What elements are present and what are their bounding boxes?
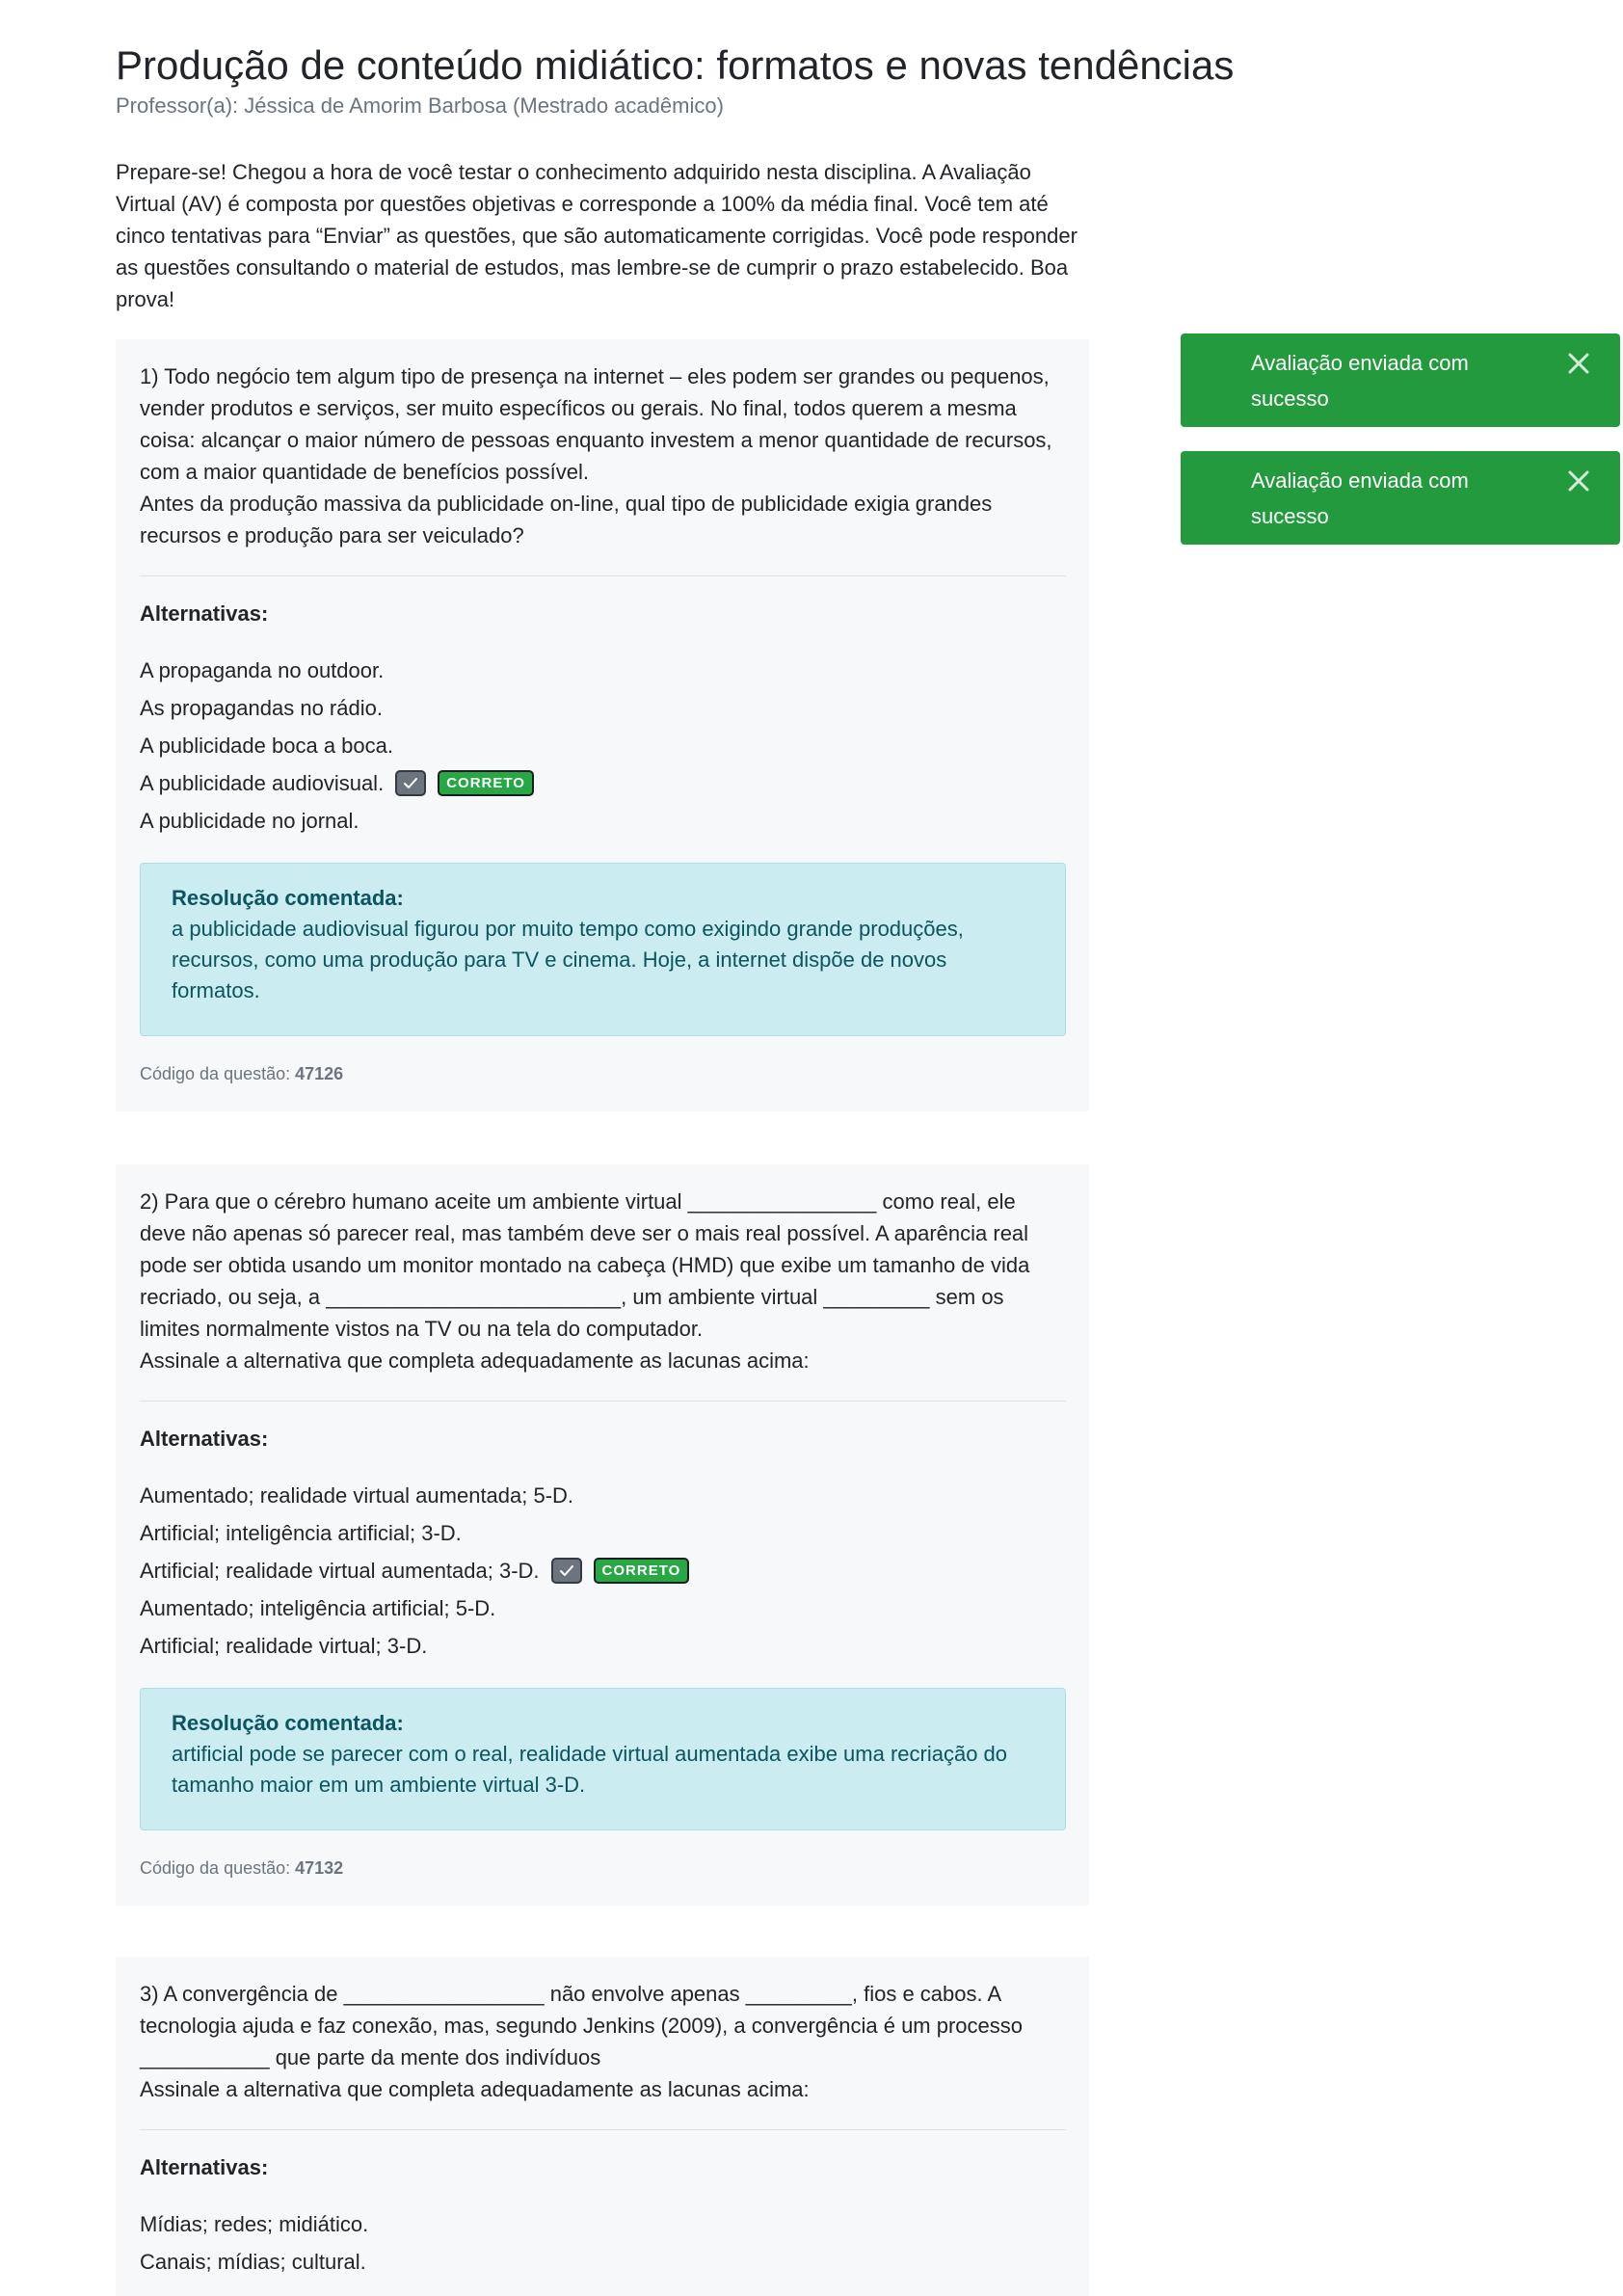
question-code-label: Código da questão: xyxy=(140,1858,291,1878)
alternative-option-selected[interactable] xyxy=(140,764,1066,802)
close-icon[interactable] xyxy=(1566,351,1591,376)
alternative-label: Aumentado; realidade virtual aumentada; 5-D. xyxy=(140,1483,574,1508)
resolution-box xyxy=(140,1688,1066,1830)
page-title: Produção de conteúdo midiático: formatos e novas tendências xyxy=(116,42,1235,88)
divider xyxy=(140,575,1066,576)
question-code xyxy=(140,1855,1066,1906)
correct-badge: CORRETO xyxy=(438,770,534,796)
alternative-label: A publicidade audiovisual. xyxy=(140,771,385,795)
resolution-text: artificial pode se parecer com o real, realidade virtual aumentada exibe uma recriação do tamanho maior em um ambiente virtual 3-D. xyxy=(172,1742,1008,1797)
alternative-label: A publicidade no jornal. xyxy=(140,809,359,833)
alternative-option[interactable] xyxy=(140,1589,1066,1627)
alternative-option[interactable] xyxy=(140,689,1066,727)
alternative-option[interactable] xyxy=(140,1627,1066,1665)
question-text: 1) Todo negócio tem algum tipo de presença na internet – eles podem ser grandes ou pequenos, vender produtos e serviços, ser muito específicos ou gerais. No final, todos querem a mesma coisa: alcançar o maior número de pessoas enquanto investem a menor quantidade de recursos, com a maior quantidade de benefícios possível. Antes da produção massiva da publicidade on-line, qual tipo de publicidade exigia grandes recursos e produção para ser veiculado? xyxy=(140,364,1052,547)
alternative-option[interactable] xyxy=(140,2243,1066,2281)
resolution-title: Resolução comentada: xyxy=(172,886,404,910)
alternative-option[interactable] xyxy=(140,1514,1066,1552)
question-code-label: Código da questão: xyxy=(140,1064,291,1083)
alternative-option[interactable] xyxy=(140,727,1066,764)
question-code-value: 47126 xyxy=(295,1064,344,1083)
alternative-label: A publicidade boca a boca. xyxy=(140,734,393,758)
alternative-label: Mídias; redes; midiático. xyxy=(140,2212,369,2236)
alternative-label: Aumentado; inteligência artificial; 5-D. xyxy=(140,1596,496,1620)
resolution-title: Resolução comentada: xyxy=(172,1711,404,1735)
alternative-option[interactable] xyxy=(140,652,1066,689)
success-toast xyxy=(1181,451,1620,545)
resolution-text: a publicidade audiovisual figurou por muito tempo como exigindo grande produções, recursos, como uma produção para TV e cinema. Hoje, a internet dispõe de novos formatos. xyxy=(172,917,964,1002)
success-toast xyxy=(1181,334,1620,427)
question-card xyxy=(116,1957,1089,2296)
teacher-subtitle: Professor(a): Jéssica de Amorim Barbosa (Mestrado acadêmico) xyxy=(116,93,724,118)
alternative-label: As propagandas no rádio. xyxy=(140,696,383,720)
alternative-option-selected[interactable] xyxy=(140,1552,1066,1589)
alternatives-heading: Alternativas: xyxy=(140,2155,269,2179)
alternative-label: Artificial; inteligência artificial; 3-D. xyxy=(140,1521,462,1545)
question-text: 2) Para que o cérebro humano aceite um ambiente virtual ________________ como real, ele deve não apenas só parecer real, mas também deve ser o mais real possível. A aparência real pode ser obtida usando um monitor montado na cabeça (HMD) que exibe um tamanho de vida recriado, ou seja, a _________________________, um ambiente virtual _________ sem os limites normalmente vistos na TV ou na tela do computador. Assinale a alternativa que completa adequadamente as lacunas acima: xyxy=(140,1189,1030,1373)
intro-text: Prepare-se! Chegou a hora de você testar o conhecimento adquirido nesta disciplina. A Avaliação Virtual (AV) é composta por questões objetivas e corresponde a 100% da média final. Você tem até cinco tentativas para “Enviar” as questões, que são automaticamente corrigidas. Você pode responder as questões consultando o material de estudos, mas lembre-se de cumprir o prazo estabelecido. Boa prova! xyxy=(116,160,1078,311)
divider xyxy=(140,1401,1066,1402)
toast-message: Avaliação enviada com sucesso xyxy=(1251,468,1469,528)
alternative-label: A propaganda no outdoor. xyxy=(140,658,385,682)
checkmark-icon xyxy=(551,1558,582,1584)
close-icon[interactable] xyxy=(1566,468,1591,494)
alternative-label: Artificial; realidade virtual; 3-D. xyxy=(140,1634,428,1658)
resolution-box xyxy=(140,863,1066,1036)
question-card xyxy=(116,339,1089,1111)
alternatives-heading: Alternativas: xyxy=(140,601,269,626)
question-code xyxy=(140,1061,1066,1111)
alternative-option[interactable] xyxy=(140,2205,1066,2243)
divider xyxy=(140,2129,1066,2130)
toast-message: Avaliação enviada com sucesso xyxy=(1251,351,1469,411)
question-code-value: 47132 xyxy=(295,1858,344,1878)
alternative-option[interactable] xyxy=(140,1477,1066,1514)
alternative-label: Artificial; realidade virtual aumentada; 3-D. xyxy=(140,1559,540,1583)
question-text: 3) A convergência de _________________ não envolve apenas _________, fios e cabos. A tecnologia ajuda e faz conexão, mas, segundo Jenkins (2009), a convergência é um processo ___________ que parte da mente dos indivíduos Assinale a alternativa que completa adequadamente as lacunas acima: xyxy=(140,1982,1024,2101)
correct-badge: CORRETO xyxy=(594,1558,690,1584)
checkmark-icon xyxy=(395,770,426,796)
alternatives-heading: Alternativas: xyxy=(140,1427,269,1451)
question-card xyxy=(116,1164,1089,1906)
alternative-label: Canais; mídias; cultural. xyxy=(140,2250,366,2274)
alternative-option[interactable] xyxy=(140,802,1066,840)
